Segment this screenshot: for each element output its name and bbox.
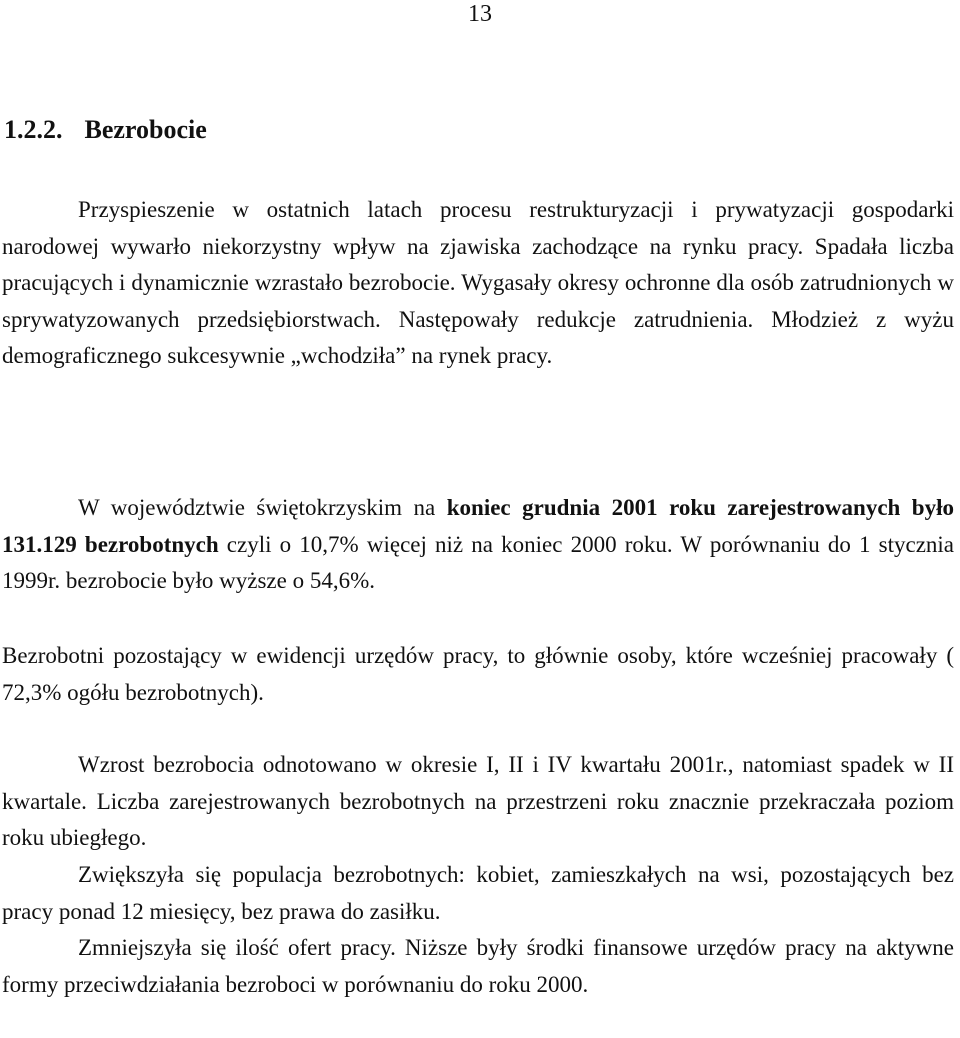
paragraph-intro: Przyspieszenie w ostatnich latach procesu restrukturyzacji i prywatyzacji gospodarki narodowej wywarło niekorzystny wpływ na zjawiska zachodzące na rynku pracy. Spadała liczba pracujących i dynamicznie wzrastało bezrobocie. Wygasały okresy ochronne dla osób zatrudnionych w sprywatyzowanych przedsiębiorstwach. Następowały redukcje zatrudnienia. Młodzież z wyżu demograficznego sukcesywnie „wchodziła” na rynek pracy.: [2, 197, 954, 369]
statistics-text-start: W województwie świętokrzyskim na: [78, 495, 447, 520]
paragraph-population: Zwiększyła się populacja bezrobotnych: kobiet, zamieszkałych na wsi, pozostających bez pracy ponad 12 miesięcy, bez prawa do zasiłku.: [2, 862, 954, 924]
section-heading: [4, 113, 207, 147]
statistics-text-end: czyli o 10,7% więcej niż na koniec 2000 roku. W porównaniu do 1 stycznia 1999r. bezrobocie było wyższe o 54,6%.: [2, 531, 955, 594]
paragraph-quarterly: Wzrost bezrobocia odnotowano w okresie I, II i IV kwartału 2001r., natomiast spadek w II kwartale. Liczba zarejestrowanych bezrobotnych na przestrzeni roku znacznie przekraczała poziom roku ubiegłego.: [2, 752, 954, 851]
paragraph-statistics: [2, 490, 954, 600]
statistics-bold-figure: koniec grudnia 2001 roku zarejestrowanych było 131.129 bezrobotnych: [2, 495, 954, 557]
section-title: Bezrobocie: [84, 115, 207, 144]
section-number: 1.2.2.: [4, 115, 63, 144]
paragraph-registered: Bezrobotni pozostający w ewidencji urzędów pracy, to głównie osoby, które wcześniej pracowały ( 72,3% ogółu bezrobotnych).: [2, 643, 954, 705]
page-number: 13: [468, 1, 492, 27]
paragraph-offers: Zmniejszyła się ilość ofert pracy. Niższe były środki finansowe urzędów pracy na aktywne formy przeciwdziałania bezroboci w porównaniu do roku 2000.: [2, 935, 954, 997]
